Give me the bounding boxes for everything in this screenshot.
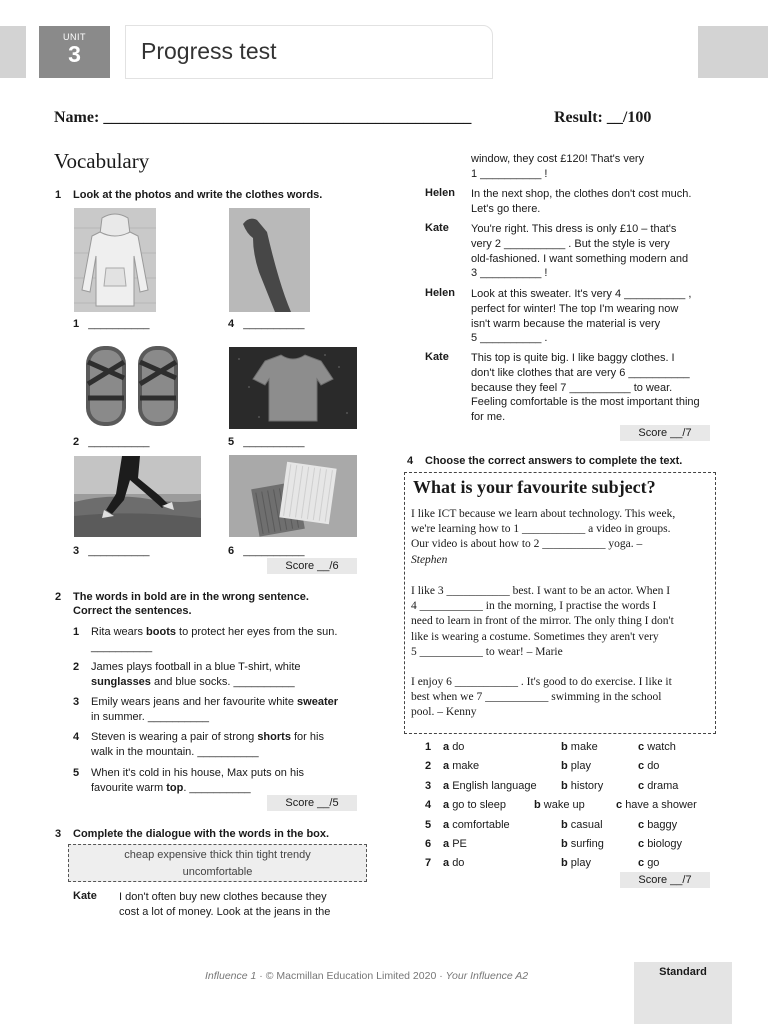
article-line: I like ICT because we learn about technology. This week, <box>411 508 676 520</box>
tights-leg-photo <box>229 208 310 312</box>
row-number: 2 <box>425 760 432 772</box>
dialogue-line[interactable] <box>471 222 721 281</box>
option-a[interactable]: a do <box>443 857 465 869</box>
footer-credit <box>205 970 528 982</box>
answer-row[interactable] <box>425 857 660 869</box>
item-number: 1 <box>73 626 80 638</box>
article-line: need to learn in front of the mirror. The only thing I don't <box>411 615 674 628</box>
option-text: English language <box>452 780 537 792</box>
dialogue-text: Let's go there. <box>471 202 541 215</box>
dialogue-text: old-fashioned. I want something modern and <box>471 252 689 265</box>
option-text: do <box>452 857 465 869</box>
dialogue-text: I don't often buy new clothes because they <box>119 891 327 903</box>
dialogue-blank[interactable]: 3 __________ ! <box>471 267 548 280</box>
option-a[interactable]: a do <box>443 741 465 753</box>
option-c[interactable]: c have a shower <box>616 799 697 811</box>
row-number: 1 <box>425 741 432 753</box>
answer-blank[interactable]: __________ <box>91 640 153 653</box>
item-number: 1 <box>73 318 80 330</box>
right-grey-tab <box>698 26 768 78</box>
bold-word: sweater <box>297 696 339 708</box>
option-text: comfortable <box>452 819 510 831</box>
option-text: biology <box>647 838 683 850</box>
option-text: go <box>647 857 660 869</box>
answer-row[interactable] <box>425 799 697 811</box>
sentence-text: When it's cold in his house, Max puts on his <box>91 767 305 779</box>
footer-copyright: · © Macmillan Education Limited 2020 · <box>256 970 446 982</box>
dialogue-line <box>471 152 711 182</box>
article-line[interactable]: 5 ___________ to wear! – Marie <box>411 645 563 658</box>
row-number: 5 <box>425 819 432 831</box>
option-text: have a shower <box>625 799 697 811</box>
q1-item-3[interactable] <box>73 545 149 557</box>
answer-row[interactable] <box>425 838 683 850</box>
option-text: drama <box>647 780 679 792</box>
dialogue-line[interactable] <box>471 287 721 346</box>
q2-instruction-1: The words in bold are in the wrong sentence. <box>73 591 309 603</box>
q1-score: Score __/6 <box>267 558 357 574</box>
article-paragraph-2 <box>411 584 711 660</box>
item-number: 5 <box>73 767 80 779</box>
option-b[interactable]: b surfing <box>561 838 604 850</box>
result-field: Result: __/100 <box>554 109 652 126</box>
t-shirt-photo <box>229 347 357 429</box>
q2-instruction-2: Correct the sentences. <box>73 605 192 617</box>
option-b[interactable]: b history <box>561 780 604 792</box>
option-text: wake up <box>543 799 585 811</box>
answer-blank[interactable]: __________ <box>243 318 305 330</box>
speaker-name: Helen <box>425 187 455 199</box>
bold-word: shorts <box>257 731 291 743</box>
answer-row[interactable] <box>425 741 676 753</box>
dialogue-text: You're right. This dress is only £10 – that's <box>471 223 677 235</box>
speaker-name: Kate <box>73 890 97 902</box>
option-text: make <box>570 741 598 753</box>
article-line: pool. – Kenny <box>411 706 477 719</box>
hoodie-photo <box>74 208 156 312</box>
left-grey-tab <box>0 26 26 78</box>
q2-number: 2 <box>55 591 62 603</box>
q3-instruction: Complete the dialogue with the words in the box. <box>73 828 330 840</box>
option-c[interactable]: c drama <box>638 780 679 792</box>
answer-blank[interactable]: __________ <box>88 318 150 330</box>
item-number: 2 <box>73 661 80 673</box>
q2-item-2[interactable] <box>73 660 363 688</box>
row-number: 7 <box>425 857 432 869</box>
sentence-text: for his <box>290 731 324 743</box>
title-box <box>125 25 493 79</box>
option-text: casual <box>570 819 603 831</box>
q2-score: Score __/5 <box>267 795 357 811</box>
article-line[interactable]: I like 3 ___________ best. I want to be an actor. When I <box>411 585 671 597</box>
article-line[interactable]: best when we 7 ___________ swimming in the school <box>411 691 662 704</box>
unit-badge <box>39 26 110 78</box>
answer-blank[interactable]: __________ <box>88 436 150 448</box>
row-number: 3 <box>425 780 432 792</box>
q2-item-3[interactable] <box>73 695 363 723</box>
q3-number: 3 <box>55 828 62 840</box>
row-number: 6 <box>425 838 432 850</box>
q1-instruction: Look at the photos and write the clothes words. <box>73 189 323 201</box>
option-text: watch <box>647 741 676 753</box>
q3-score: Score __/7 <box>620 425 710 441</box>
q1-item-6[interactable] <box>228 545 304 557</box>
footer-level-book: Your Influence A2 <box>445 970 529 982</box>
article-line: like is wearing a costume. Sometimes they aren't very <box>411 630 659 643</box>
speaker-name: Kate <box>425 222 449 234</box>
dialogue-text: Feeling comfortable is the most important thing <box>471 396 700 409</box>
dialogue-text: window, they cost £120! That's very <box>471 153 645 165</box>
bold-word: boots <box>146 626 176 638</box>
article-author: Stephen <box>411 553 448 566</box>
row-number: 4 <box>425 799 432 811</box>
option-text: surfing <box>570 838 604 850</box>
bold-word: top <box>166 781 184 794</box>
option-text: baggy <box>647 819 678 831</box>
sandals-photo <box>74 338 196 430</box>
dialogue-line <box>119 890 364 920</box>
answer-blank[interactable]: __________ <box>243 545 305 557</box>
q1-item-4[interactable] <box>228 318 304 330</box>
sentence-text: James plays football in a blue T-shirt, white <box>91 661 301 673</box>
item-number: 5 <box>228 436 235 448</box>
bold-word: sunglasses <box>91 675 151 688</box>
socks-photo <box>229 455 357 537</box>
dialogue-text: This top is quite big. I like baggy clothes. I <box>471 352 675 364</box>
dialogue-text[interactable]: because they feel 7 __________ to wear. <box>471 381 673 394</box>
option-text: go to sleep <box>452 799 507 811</box>
leggings-runner-photo <box>74 456 201 537</box>
article-paragraph-1 <box>411 507 711 568</box>
item-number: 2 <box>73 436 80 448</box>
sentence-text: Emily wears jeans and her favourite white <box>91 696 298 708</box>
option-text: do <box>647 760 660 772</box>
dialogue-text: cost a lot of money. Look at the jeans in the <box>119 905 331 918</box>
unit-number: 3 <box>68 41 81 67</box>
item-number: 3 <box>73 696 80 708</box>
article-title: What is your favourite subject? <box>413 477 656 497</box>
option-text: play <box>570 857 591 869</box>
option-c[interactable]: c go <box>638 857 660 869</box>
answer-row[interactable] <box>425 780 679 792</box>
answer-blank[interactable]: . __________ <box>183 781 251 794</box>
option-c[interactable]: c baggy <box>638 819 678 831</box>
speaker-name: Helen <box>425 287 455 299</box>
answer-blank[interactable]: walk in the mountain. __________ <box>91 745 259 758</box>
sentence-text[interactable]: and blue socks. __________ <box>150 675 295 688</box>
article-paragraph-3 <box>411 675 711 721</box>
answer-row[interactable] <box>425 819 678 831</box>
word-box-line-1: cheap expensive thick thin tight trendy <box>124 849 311 861</box>
q2-item-5[interactable] <box>73 766 363 794</box>
option-a[interactable]: a PE <box>443 838 467 850</box>
q1-number: 1 <box>55 189 62 201</box>
option-c[interactable]: c watch <box>638 741 676 753</box>
dialogue-text[interactable]: don't like clothes that are very 6 __________ <box>471 366 690 379</box>
word-box <box>68 844 367 882</box>
unit-label: UNIT <box>63 32 86 42</box>
article-line[interactable]: 4 ___________ in the morning, I practise the words I <box>411 600 657 613</box>
item-number: 4 <box>73 731 80 743</box>
sentence-text: to protect her eyes from the sun. <box>175 626 338 638</box>
level-badge <box>634 962 732 1024</box>
q1-item-2[interactable] <box>73 436 149 448</box>
option-b[interactable]: b play <box>561 857 591 869</box>
answer-blank[interactable]: __________ <box>243 436 305 448</box>
dialogue-text: perfect for winter! The top I'm wearing now <box>471 302 679 315</box>
article-line[interactable]: I enjoy 6 ___________ . It's good to do exercise. I like it <box>411 676 672 688</box>
name-field[interactable]: Name: ______________________________________________ <box>54 109 472 126</box>
option-text: make <box>452 760 480 772</box>
option-a[interactable]: a go to sleep <box>443 799 507 811</box>
dialogue-text[interactable]: very 2 __________ . But the style is very <box>471 237 670 250</box>
option-b[interactable]: b casual <box>561 819 603 831</box>
page-title: Progress test <box>141 38 277 64</box>
level-label: Standard <box>659 966 707 978</box>
answer-blank[interactable]: in summer. __________ <box>91 710 210 723</box>
item-number: 6 <box>228 545 235 557</box>
option-b[interactable]: b wake up <box>534 799 585 811</box>
option-c[interactable]: c do <box>638 760 660 772</box>
option-c[interactable]: c biology <box>638 838 683 850</box>
dialogue-blank[interactable]: 1 __________ ! <box>471 167 548 180</box>
section-heading: Vocabulary <box>54 149 150 173</box>
option-text: history <box>570 780 604 792</box>
dialogue-line[interactable] <box>471 351 731 425</box>
dialogue-text[interactable]: Look at this sweater. It's very 4 __________ , <box>471 288 692 300</box>
q4-number: 4 <box>407 455 414 467</box>
word-box-line-2: uncomfortable <box>182 866 253 878</box>
sentence-text: favourite warm <box>91 781 167 794</box>
dialogue-line <box>471 187 721 217</box>
speaker-name: Kate <box>425 351 449 363</box>
sentence-text: Rita wears <box>91 626 147 638</box>
sentence-text: Steven is wearing a pair of strong <box>91 731 258 743</box>
q4-score: Score __/7 <box>620 872 710 888</box>
q1-item-1[interactable] <box>73 318 149 330</box>
option-b[interactable]: b play <box>561 760 591 772</box>
article-box <box>404 472 716 734</box>
answer-blank[interactable]: __________ <box>88 545 150 557</box>
dialogue-text: isn't warm because the material is very <box>471 317 661 330</box>
item-number: 4 <box>228 318 235 330</box>
dialogue-text: In the next shop, the clothes don't cost much. <box>471 188 692 200</box>
dialogue-blank[interactable]: 5 __________ . <box>471 332 548 345</box>
dialogue-text: for me. <box>471 411 506 424</box>
footer-book: Influence 1 <box>205 970 257 982</box>
article-line[interactable]: Our video is about how to 2 ___________ yoga. – <box>411 538 643 551</box>
option-text: play <box>570 760 591 772</box>
option-text: do <box>452 741 465 753</box>
option-b[interactable]: b make <box>561 741 598 753</box>
option-a[interactable]: a make <box>443 760 480 772</box>
q4-instruction: Choose the correct answers to complete the text. <box>425 455 683 467</box>
option-text: PE <box>452 838 467 850</box>
q2-item-4[interactable] <box>73 730 363 758</box>
q1-item-5[interactable] <box>228 436 304 448</box>
article-line[interactable]: we're learning how to 1 ___________ a video in groups. <box>411 523 671 536</box>
item-number: 3 <box>73 545 80 557</box>
answer-row[interactable] <box>425 760 660 772</box>
q2-item-1[interactable] <box>73 625 363 653</box>
option-a[interactable]: a comfortable <box>443 819 510 831</box>
option-a[interactable]: a English language <box>443 780 537 792</box>
